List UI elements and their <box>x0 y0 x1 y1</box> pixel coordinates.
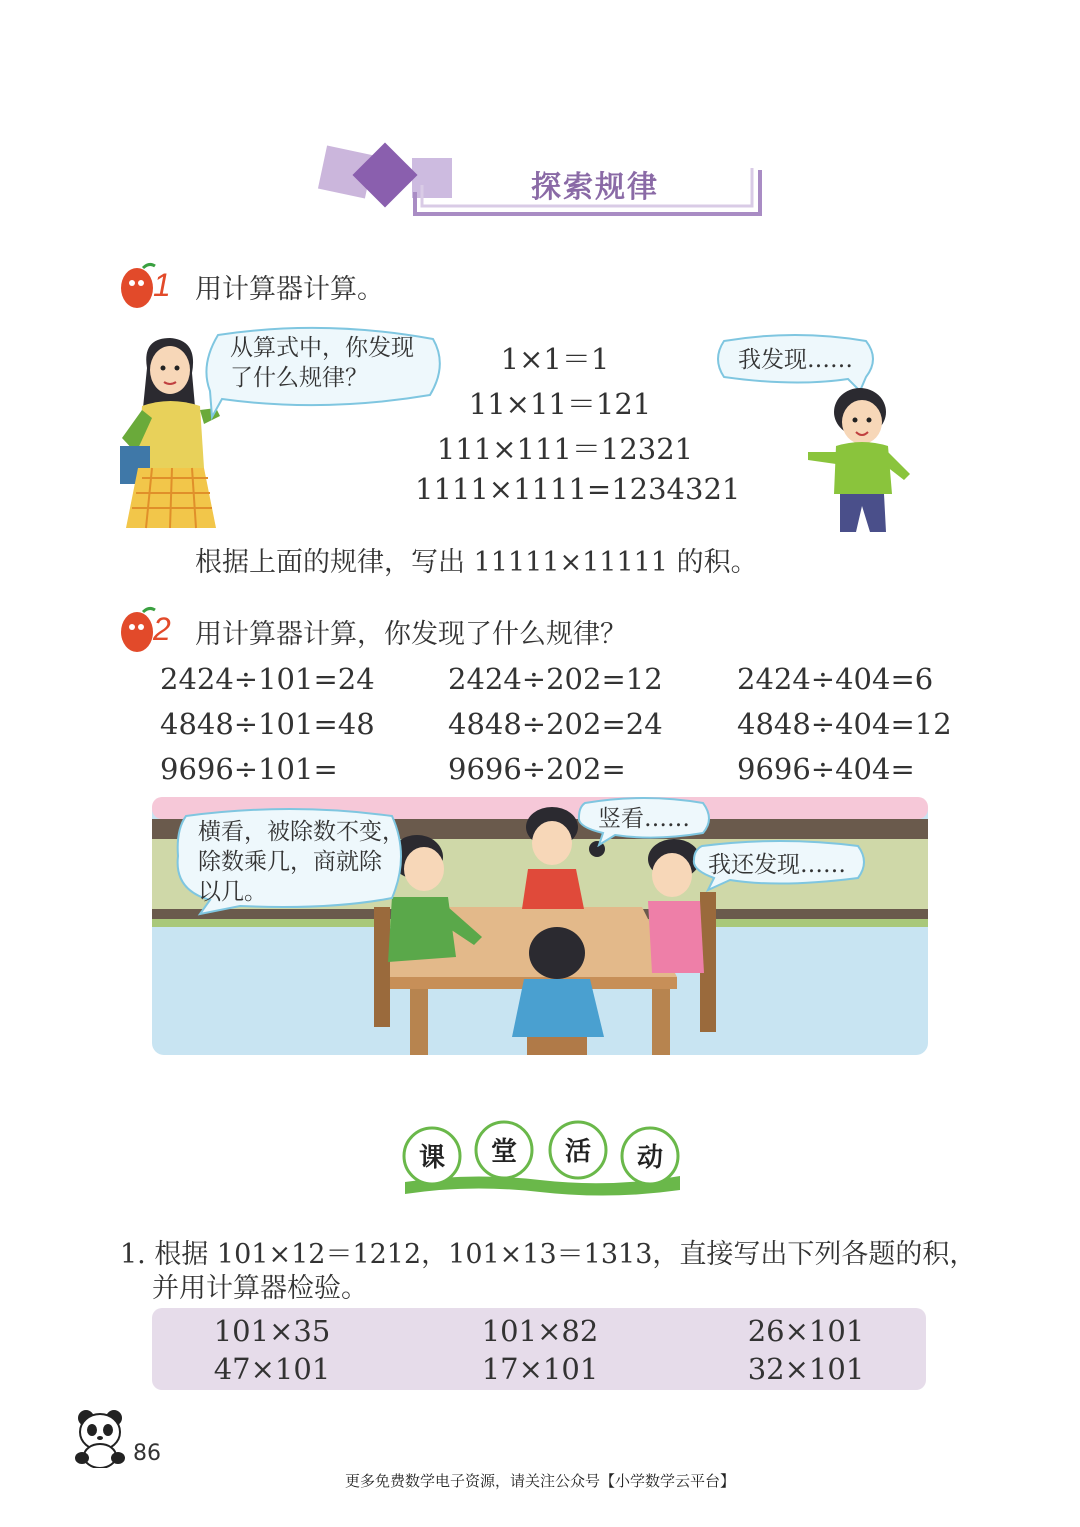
q2-col2-row3: 9696÷202= <box>448 752 626 786</box>
left-bubble-line-2: 除数乘几，商就除 <box>198 849 382 875</box>
activity-char-1: 课 <box>418 1143 446 1173</box>
boy-bubble-text: 我发现…… <box>738 347 853 373</box>
q2-col1-row2: 4848÷101=48 <box>160 707 375 741</box>
q2-col3-row3: 9696÷404= <box>737 752 915 786</box>
q2-col1-row3: 9696÷101= <box>160 752 338 786</box>
q2-col3-row1: 2424÷404=6 <box>737 662 934 696</box>
exercise-r2-c2: 17×101 <box>481 1352 599 1386</box>
q1-instruction: 用计算器计算。 <box>195 274 384 305</box>
teacher-bubble-line-1: 从算式中，你发现 <box>230 335 414 361</box>
activity-item-1-line-2: 并用计算器检验。 <box>152 1273 368 1304</box>
q2-instruction: 用计算器计算，你发现了什么规律？ <box>195 619 627 650</box>
teacher-bubble-line-2: 了什么规律？ <box>230 365 368 391</box>
activity-char-2: 堂 <box>490 1137 518 1167</box>
question-number-1-badge <box>115 258 187 312</box>
exercise-r1-c1: 101×35 <box>213 1314 331 1348</box>
left-bubble-line-1: 横看，被除数不变， <box>198 819 405 845</box>
q1-equation-4: 1111×1111=1234321 <box>415 472 741 506</box>
exercise-r2-c1: 47×101 <box>213 1352 331 1386</box>
q1-equation-1: 1×1＝1 <box>500 342 610 376</box>
activity-item-1-line-1: 1. 根据 101×12＝1212，101×13＝1313，直接写出下列各题的积， <box>120 1239 977 1270</box>
question-number-2-badge <box>115 602 187 656</box>
panda-icon <box>72 1408 130 1468</box>
middle-bubble-text: 竖看…… <box>598 806 690 832</box>
activity-char-4: 动 <box>636 1143 664 1173</box>
q2-col1-row1: 2424÷101=24 <box>160 662 375 696</box>
q2-number: 2 <box>153 611 171 647</box>
exercise-r1-c3: 26×101 <box>747 1314 865 1348</box>
q1-follow-up: 根据上面的规律，写出 11111×11111 的积。 <box>195 547 758 578</box>
boy-illustration <box>800 382 918 540</box>
q2-col3-row2: 4848÷404=12 <box>737 707 952 741</box>
right-bubble-text: 我还发现…… <box>708 852 846 878</box>
exercise-r2-c3: 32×101 <box>747 1352 865 1386</box>
q2-col2-row2: 4848÷202=24 <box>448 707 663 741</box>
q1-equation-2: 11×11＝121 <box>468 387 652 421</box>
exercise-r1-c2: 101×82 <box>481 1314 599 1348</box>
q1-number: 1 <box>153 267 171 303</box>
page-title: 探索规律 <box>531 170 659 205</box>
footer-note: 更多免费数学电子资源，请关注公众号【小学数学云平台】 <box>344 1472 735 1490</box>
q2-col2-row1: 2424÷202=12 <box>448 662 663 696</box>
activity-char-3: 活 <box>564 1137 592 1167</box>
q1-equation-3: 111×111＝12321 <box>436 432 694 466</box>
class-activity-banner <box>400 1120 685 1200</box>
left-bubble-line-3: 以几。 <box>198 879 267 905</box>
page-number: 86 <box>133 1441 161 1466</box>
